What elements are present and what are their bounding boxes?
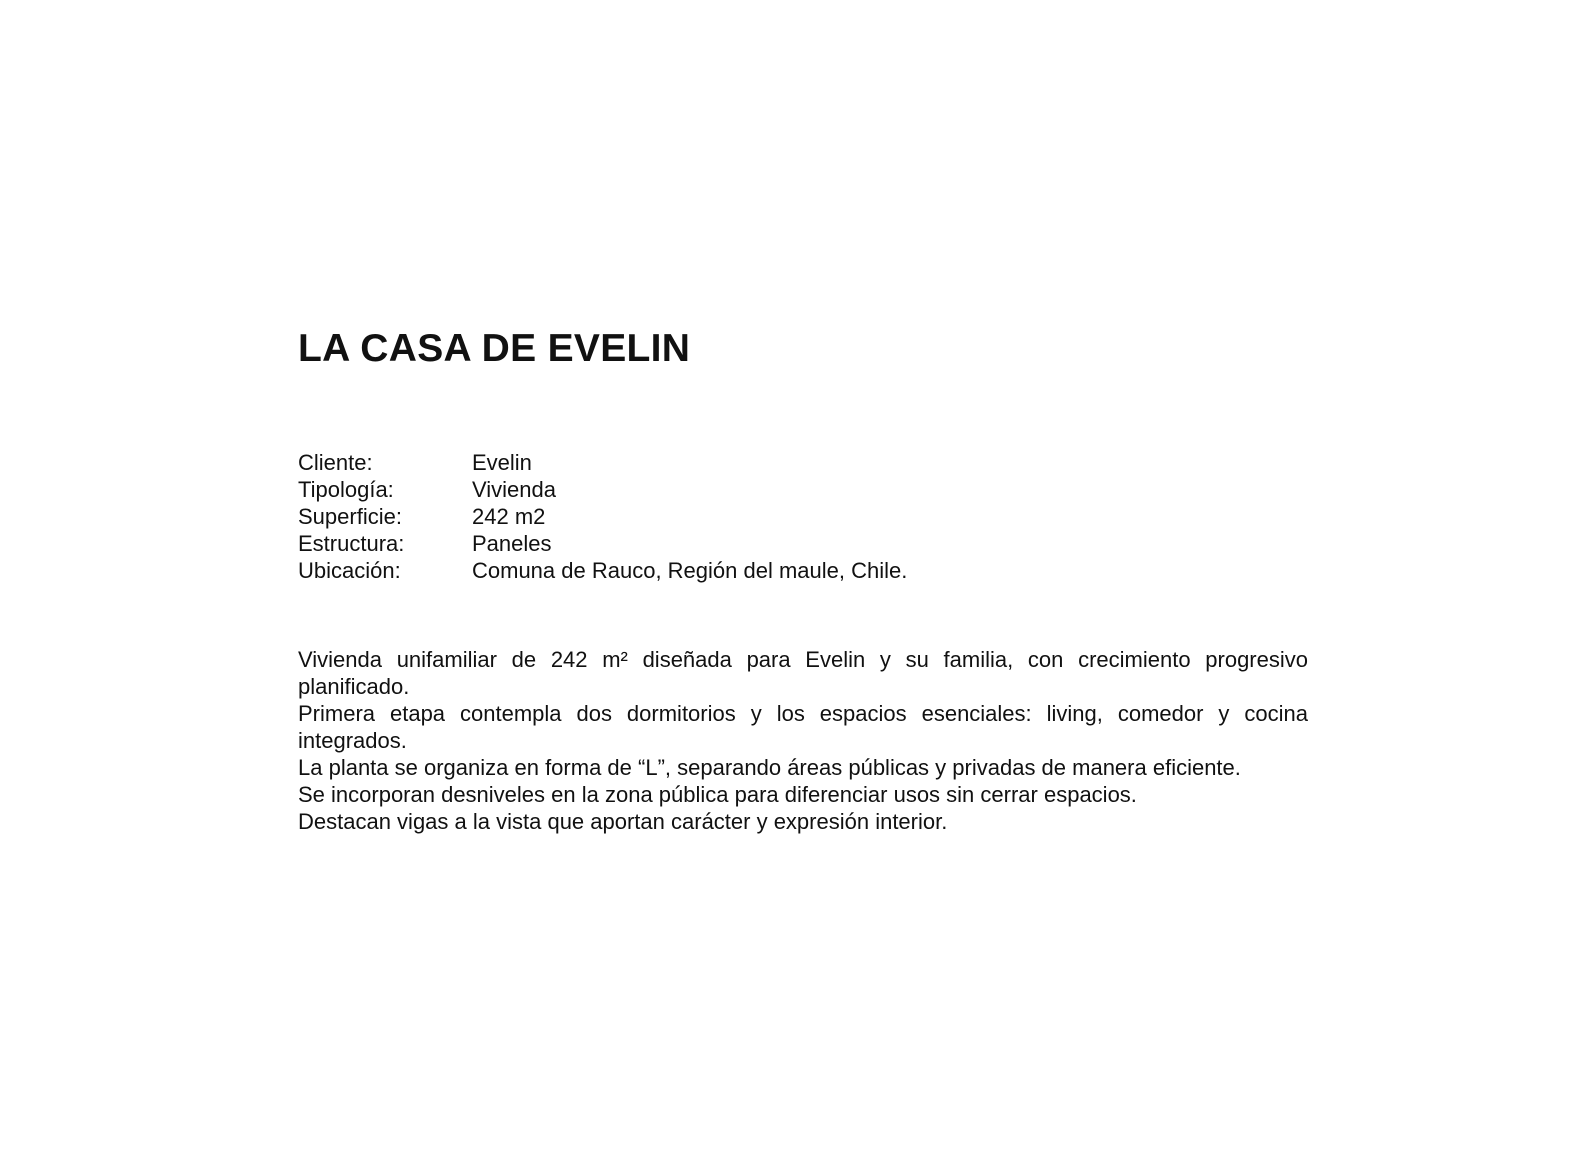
page-title: LA CASA DE EVELIN (298, 327, 691, 370)
project-specs (298, 449, 1308, 584)
spec-row-cliente (298, 449, 1308, 476)
spec-label: Superficie: (298, 504, 402, 529)
spec-value: Evelin (472, 450, 532, 475)
spec-row-superficie (298, 503, 1308, 530)
spec-value: Comuna de Rauco, Región del maule, Chile. (472, 558, 908, 583)
spec-label: Ubicación: (298, 558, 401, 583)
description-paragraph: La planta se organiza en forma de “L”, separando áreas públicas y privadas de manera eficiente. (298, 755, 1241, 780)
spec-label: Estructura: (298, 531, 405, 556)
spec-label: Cliente: (298, 450, 373, 475)
description-paragraph: Primera etapa contempla dos dormitorios y los espacios esenciales: living, comedor y cocina integrados. (298, 701, 1308, 753)
project-description (298, 646, 1308, 835)
description-paragraph: Vivienda unifamiliar de 242 m² diseñada para Evelin y su familia, con crecimiento progresivo planificado. (298, 647, 1308, 699)
spec-value: 242 m2 (472, 504, 546, 529)
description-paragraph: Se incorporan desniveles en la zona pública para diferenciar usos sin cerrar espacios. (298, 782, 1137, 807)
spec-row-tipologia (298, 476, 1308, 503)
spec-row-ubicacion (298, 557, 1308, 584)
description-paragraph: Destacan vigas a la vista que aportan carácter y expresión interior. (298, 809, 948, 834)
spec-label: Tipología: (298, 477, 394, 502)
spec-value: Paneles (472, 531, 552, 556)
spec-row-estructura (298, 530, 1308, 557)
spec-value: Vivienda (472, 477, 556, 502)
